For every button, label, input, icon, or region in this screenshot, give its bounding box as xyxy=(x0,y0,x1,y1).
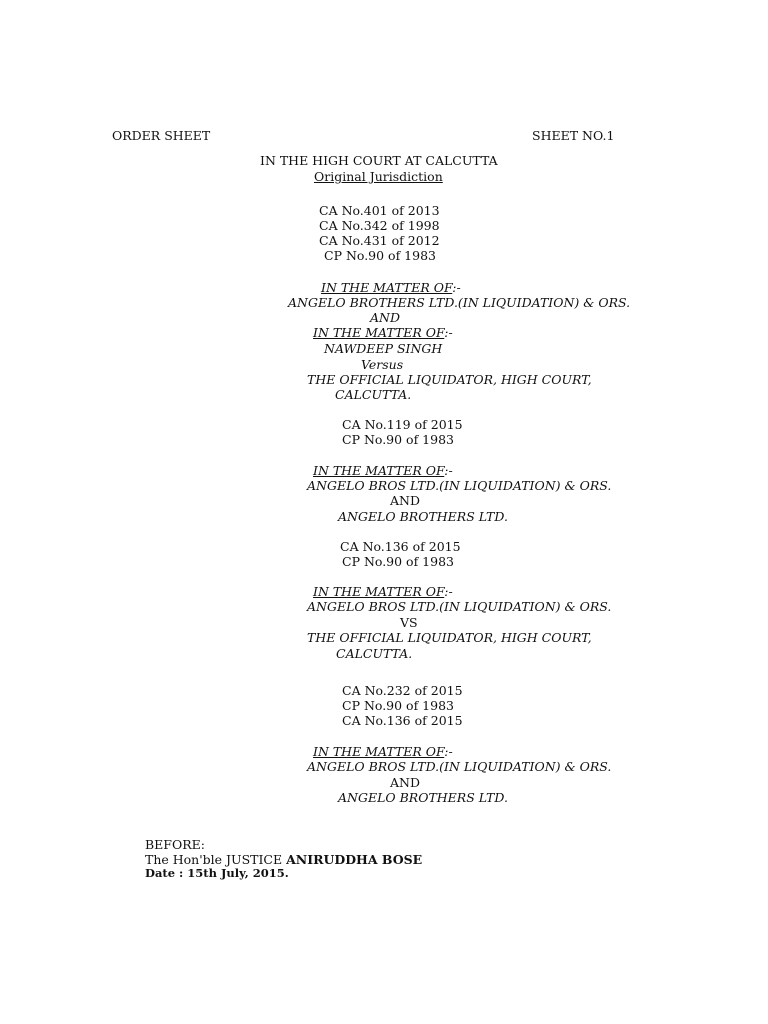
matter-suffix: :- xyxy=(452,280,461,295)
case-number: CP No.90 of 1983 xyxy=(342,698,454,713)
matter-suffix: :- xyxy=(444,325,453,340)
case-number: CA No.136 of 2015 xyxy=(340,539,461,554)
case-number: CA No.431 of 2012 xyxy=(319,233,440,248)
case-number: CA No.136 of 2015 xyxy=(342,713,463,728)
matter-label: IN THE MATTER OF xyxy=(313,325,445,340)
matter-heading xyxy=(313,463,453,478)
party-name: ANGELO BROTHERS LTD. xyxy=(338,509,508,524)
party-city: CALCUTTA. xyxy=(336,646,413,661)
judge-line xyxy=(145,852,422,867)
matter-label: IN THE MATTER OF xyxy=(313,584,445,599)
matter-label: IN THE MATTER OF xyxy=(321,280,453,295)
matter-suffix: :- xyxy=(444,744,453,759)
matter-heading xyxy=(313,584,453,599)
judge-name: ANIRUDDHA BOSE xyxy=(286,852,423,867)
judge-prefix: The Hon'ble JUSTICE xyxy=(145,852,287,867)
before-label: BEFORE: xyxy=(145,837,205,852)
case-number: CA No.401 of 2013 xyxy=(319,203,440,218)
conjunction: VS xyxy=(400,615,418,630)
party-name: ANGELO BROS LTD.(IN LIQUIDATION) & ORS. xyxy=(307,599,612,614)
matter-heading xyxy=(313,744,453,759)
party-name: THE OFFICIAL LIQUIDATOR, HIGH COURT, xyxy=(307,630,592,645)
conjunction: AND xyxy=(390,775,420,790)
matter-suffix: :- xyxy=(444,584,453,599)
party-name: ANGELO BROTHERS LTD.(IN LIQUIDATION) & ORS. xyxy=(288,295,631,310)
versus-label: Versus xyxy=(361,357,404,372)
party-name: ANGELO BROS LTD.(IN LIQUIDATION) & ORS. xyxy=(307,759,612,774)
case-number: CA No.232 of 2015 xyxy=(342,683,463,698)
case-number: CA No.342 of 1998 xyxy=(319,218,440,233)
court-name: IN THE HIGH COURT AT CALCUTTA xyxy=(260,153,498,168)
order-date: Date : 15th July, 2015. xyxy=(145,866,289,880)
matter-heading xyxy=(321,280,461,295)
case-number: CP No.90 of 1983 xyxy=(342,554,454,569)
party-name: ANGELO BROS LTD.(IN LIQUIDATION) & ORS. xyxy=(307,478,612,493)
matter-heading xyxy=(313,325,453,340)
case-number: CP No.90 of 1983 xyxy=(324,248,436,263)
conjunction: AND xyxy=(370,310,400,325)
case-number: CA No.119 of 2015 xyxy=(342,417,463,432)
conjunction: AND xyxy=(390,493,420,508)
applicant-name: NAWDEEP SINGH xyxy=(324,341,443,356)
matter-suffix: :- xyxy=(444,463,453,478)
case-number: CP No.90 of 1983 xyxy=(342,432,454,447)
party-name: ANGELO BROTHERS LTD. xyxy=(338,790,508,805)
respondent-name: THE OFFICIAL LIQUIDATOR, HIGH COURT, xyxy=(307,372,592,387)
jurisdiction: Original Jurisdiction xyxy=(314,169,443,184)
matter-label: IN THE MATTER OF xyxy=(313,463,445,478)
respondent-city: CALCUTTA. xyxy=(335,387,412,402)
sheet-number: SHEET NO.1 xyxy=(532,128,615,143)
order-sheet-label: ORDER SHEET xyxy=(112,128,211,143)
matter-label: IN THE MATTER OF xyxy=(313,744,445,759)
